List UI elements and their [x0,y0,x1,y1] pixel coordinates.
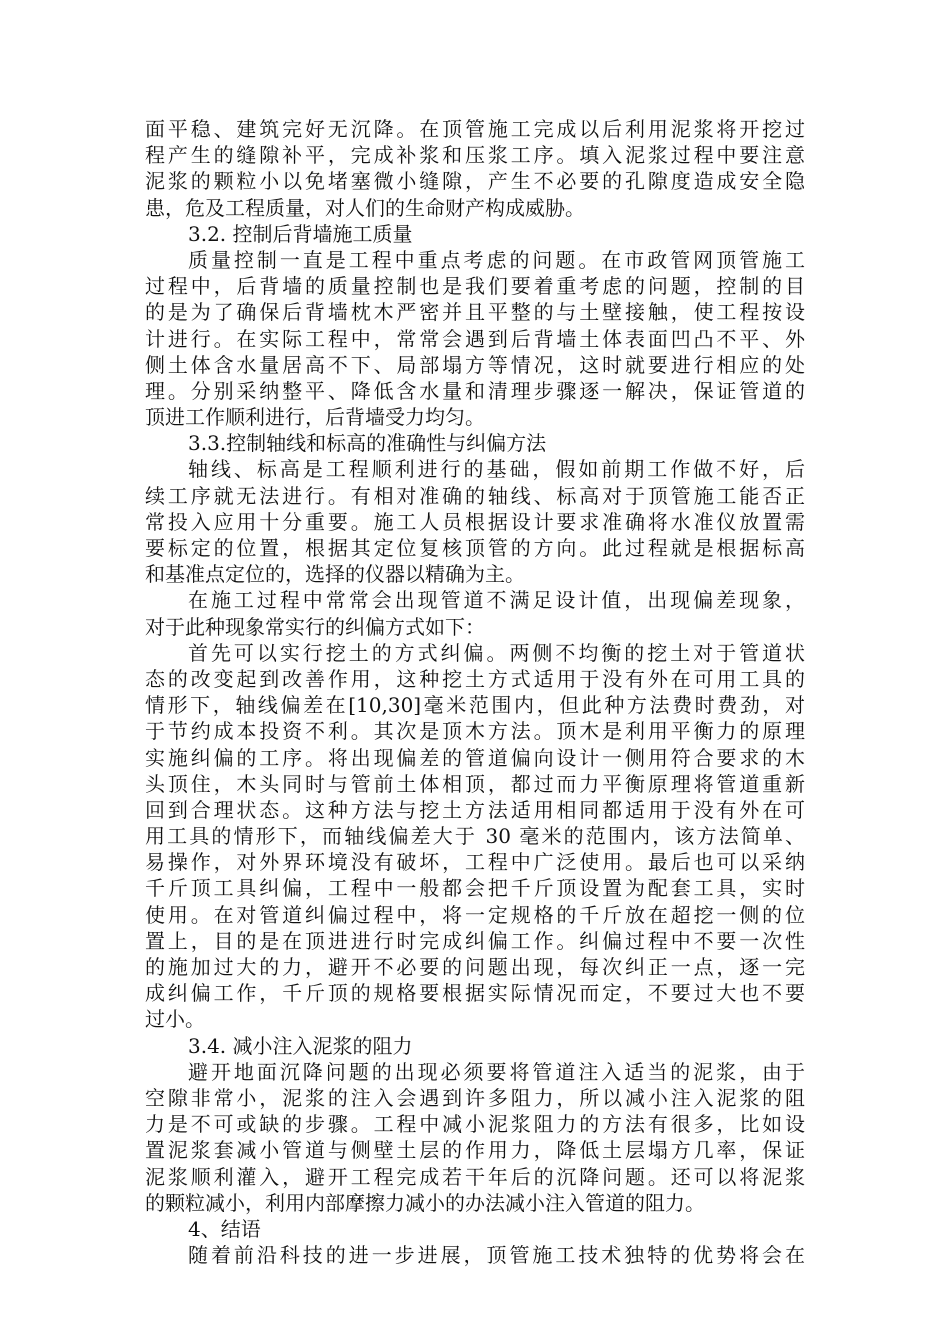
text-line: 的施加过大的力，避开不必要的问题出现，每次纠正一点，逐一完 [145,955,805,979]
text-line: 续工序就无法进行。有相对准确的轴线、标高对于顶管施工能否正 [145,483,805,508]
text-line: 的是为了确保后背墙枕木严密并且平整的与土壁接触，使工程按设 [145,300,805,325]
text-line: 置上，目的是在顶进进行时完成纠偏工作。纠偏过程中不要一次性 [145,928,805,953]
text-line: 侧土体含水量居高不下、局部塌方等情况，这时就要进行相应的处 [145,352,805,377]
text-line: 3.4. 减小注入泥浆的阻力 [188,1033,413,1058]
text-line: 质量控制一直是工程中重点考虑的问题。在市政管网顶管施工 [188,247,805,272]
text-line: 随着前沿科技的进一步进展，顶管施工技术独特的优势将会在 [188,1243,805,1268]
text-line: 顶进工作顺利进行，后背墙受力均匀。 [145,405,485,430]
text-line: 用工具的情形下，而轴线偏差大于 30 毫米的范围内，该方法简单、 [145,824,805,849]
text-line: 使用。在对管道纠偏过程中，将一定规格的千斤放在超挖一侧的位 [145,902,805,927]
text-line: 实施纠偏的工序。将出现偏差的管道偏向设计一侧用符合要求的木 [145,745,805,770]
text-line: 头顶住，木头同时与管前土体相顶，都过而力平衡原理将管道重新 [145,771,805,796]
text-line: 泥浆顺利灌入，避开工程完成若干年后的沉降问题。还可以将泥浆 [145,1164,805,1189]
text-line: 3.3.控制轴线和标高的准确性与纠偏方法 [188,431,547,456]
text-line: 面平稳、建筑完好无沉降。在顶管施工完成以后利用泥浆将开挖过 [145,117,805,141]
text-line: 理。分别采纳整平、降低含水量和清理步骤逐一解决，保证管道的 [145,378,805,403]
text-line: 避开地面沉降问题的出现必须要将管道注入适当的泥浆，由于 [188,1059,805,1084]
text-line: 过小。 [145,1007,205,1032]
text-line: 和基准点定位的，选择的仪器以精确为主。 [145,562,525,587]
text-line: 的颗粒减小，利用内部摩擦力减小的办法减小注入管道的阻力。 [145,1190,705,1215]
text-line: 态的改变起到改善作用，这种挖土方式适用于没有外在可用工具的 [145,666,805,691]
text-line: 患，危及工程质量，对人们的生命财产构成威胁。 [145,195,585,220]
document-page [145,116,805,1268]
text-line: 置泥浆套减小管道与侧壁土层的作用力，降低土层塌方几率，保证 [145,1138,805,1163]
text-line: 情形下，轴线偏差在[10,30]毫米范围内，但此种方法费时费劲，对 [145,693,805,718]
text-line: 轴线、标高是工程顺利进行的基础，假如前期工作做不好，后 [188,457,805,482]
text-line: 程产生的缝隙补平，完成补浆和压浆工序。填入泥浆过程中要注意 [145,143,805,168]
text-line: 计进行。在实际工程中，常常会遇到后背墙土体表面凹凸不平、外 [145,326,805,351]
text-line: 3.2. 控制后背墙施工质量 [188,221,413,246]
text-line: 对于此种现象常实行的纠偏方式如下： [145,614,485,639]
text-line: 力是不可或缺的步骤。工程中减小泥浆阻力的方法有很多，比如设 [145,1112,805,1137]
text-line: 千斤顶工具纠偏，工程中一般都会把千斤顶设置为配套工具，实时 [145,876,805,901]
text-line: 空隙非常小，泥浆的注入会遇到许多阻力，所以减小注入泥浆的阻 [145,1085,805,1110]
text-line: 易操作，对外界环境没有破坏，工程中广泛使用。最后也可以采纳 [145,850,805,875]
text-line: 成纠偏工作，千斤顶的规格要根据实际情况而定，不要过大也不要 [145,981,805,1006]
text-line: 在施工过程中常常会出现管道不满足设计值，出现偏差现象， [188,588,805,613]
text-line: 首先可以实行挖土的方式纠偏。两侧不均衡的挖土对于管道状 [188,640,805,665]
text-line: 过程中，后背墙的质量控制也是我们要着重考虑的问题，控制的目 [145,274,805,299]
text-line: 要标定的位置，根据其定位复核顶管的方向。此过程就是根据标高 [145,536,805,560]
text-line: 泥浆的颗粒小以免堵塞微小缝隙，产生不必要的孔隙度造成安全隐 [145,169,805,194]
text-line: 于节约成本投资不利。其次是顶木方法。顶木是利用平衡力的原理 [145,719,805,744]
text-line: 4、结语 [188,1216,261,1241]
text-line: 回到合理状态。这种方法与挖土方法适用相同都适用于没有外在可 [145,797,805,822]
text-line: 常投入应用十分重要。施工人员根据设计要求准确将水准仪放置需 [145,509,805,534]
